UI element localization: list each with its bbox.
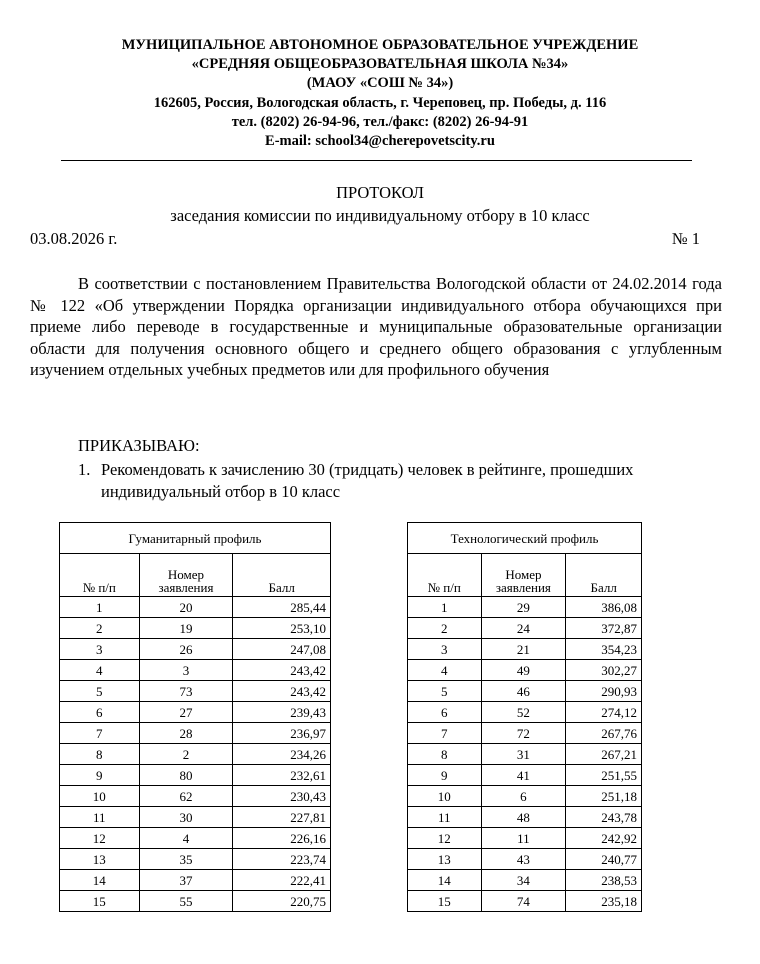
application-number-cell: 11: [481, 828, 566, 849]
row-index-cell: 11: [60, 807, 140, 828]
application-number-cell: 74: [481, 891, 566, 912]
score-cell: 235,18: [566, 891, 642, 912]
table-row: [408, 765, 642, 786]
column-header-application: Номер заявления: [139, 554, 233, 597]
row-index-cell: 9: [60, 765, 140, 786]
table-row: [60, 870, 331, 891]
column-header-score: Балл: [566, 554, 642, 597]
school-header: [0, 36, 760, 151]
application-number-cell: 49: [481, 660, 566, 681]
row-index-cell: 14: [408, 870, 482, 891]
table-row: [408, 807, 642, 828]
score-cell: 386,08: [566, 597, 642, 618]
score-cell: 372,87: [566, 618, 642, 639]
table-row: [60, 702, 331, 723]
protocol-number: № 1: [671, 229, 700, 248]
row-index-cell: 8: [60, 744, 140, 765]
technological-profile-table: [407, 522, 642, 912]
order-item-number: 1.: [78, 460, 91, 479]
table-row: [408, 702, 642, 723]
application-number-cell: 41: [481, 765, 566, 786]
application-number-cell: 46: [481, 681, 566, 702]
application-number-cell: 34: [481, 870, 566, 891]
score-cell: 274,12: [566, 702, 642, 723]
application-number-cell: 27: [139, 702, 233, 723]
order-heading: ПРИКАЗЫВАЮ:: [78, 436, 200, 455]
header-line-6: E-mail: school34@cherepovetscity.ru: [265, 133, 495, 150]
application-number-cell: 21: [481, 639, 566, 660]
row-index-cell: 7: [408, 723, 482, 744]
row-index-cell: 13: [60, 849, 140, 870]
application-number-cell: 28: [139, 723, 233, 744]
application-number-cell: 2: [139, 744, 233, 765]
table-caption: Технологический профиль: [408, 523, 642, 554]
table-row: [60, 765, 331, 786]
application-number-cell: 29: [481, 597, 566, 618]
row-index-cell: 2: [60, 618, 140, 639]
score-cell: 290,93: [566, 681, 642, 702]
table-row: [60, 597, 331, 618]
header-line-4: 162605, Россия, Вологодская область, г. Череповец, пр. Победы, д. 116: [153, 94, 607, 111]
table-row: [60, 639, 331, 660]
score-cell: 232,61: [233, 765, 331, 786]
row-index-cell: 12: [408, 828, 482, 849]
body-paragraph: В соответствии с постановлением Правительства Вологодской области от 24.02.2014 года № 122 «Об утверждении Порядка организации индивидуального отбора обучающихся при приеме либо переводе в государственные и муниципальные образовательные организации области для получения основного общего и среднего общего образования с углубленным изучением отдельных учебных предметов или для профильного обучения: [30, 274, 722, 379]
score-cell: 234,26: [233, 744, 331, 765]
row-index-cell: 6: [408, 702, 482, 723]
application-number-cell: 24: [481, 618, 566, 639]
table-row: [60, 891, 331, 912]
score-cell: 230,43: [233, 786, 331, 807]
application-number-cell: 20: [139, 597, 233, 618]
header-line-3: (МАОУ «СОШ № 34»): [306, 75, 454, 92]
score-cell: 243,42: [233, 660, 331, 681]
row-index-cell: 3: [408, 639, 482, 660]
score-cell: 239,43: [233, 702, 331, 723]
table-row: [408, 681, 642, 702]
column-header-number: № п/п: [60, 554, 140, 597]
header-line-1: МУНИЦИПАЛЬНОЕ АВТОНОМНОЕ ОБРАЗОВАТЕЛЬНОЕ УЧРЕЖДЕНИЕ: [121, 37, 639, 53]
row-index-cell: 4: [408, 660, 482, 681]
table-row: [60, 723, 331, 744]
row-index-cell: 9: [408, 765, 482, 786]
score-cell: 220,75: [233, 891, 331, 912]
protocol-title: ПРОТОКОЛ: [336, 183, 424, 202]
table-caption: Гуманитарный профиль: [60, 523, 331, 554]
row-index-cell: 1: [408, 597, 482, 618]
score-cell: 253,10: [233, 618, 331, 639]
score-cell: 267,21: [566, 744, 642, 765]
row-index-cell: 4: [60, 660, 140, 681]
row-index-cell: 10: [60, 786, 140, 807]
table-row: [60, 660, 331, 681]
application-number-cell: 35: [139, 849, 233, 870]
application-number-cell: 73: [139, 681, 233, 702]
table-row: [60, 786, 331, 807]
table-row: [60, 807, 331, 828]
row-index-cell: 5: [60, 681, 140, 702]
table-row: [408, 870, 642, 891]
table-row: [408, 744, 642, 765]
row-index-cell: 12: [60, 828, 140, 849]
table-row: [60, 681, 331, 702]
score-cell: 243,42: [233, 681, 331, 702]
application-number-cell: 48: [481, 807, 566, 828]
table-row: [408, 786, 642, 807]
application-number-cell: 4: [139, 828, 233, 849]
row-index-cell: 1: [60, 597, 140, 618]
table-row: [408, 891, 642, 912]
application-number-cell: 31: [481, 744, 566, 765]
score-cell: 242,92: [566, 828, 642, 849]
column-header-score: Балл: [233, 554, 331, 597]
application-number-cell: 72: [481, 723, 566, 744]
protocol-date: 03.08.2026 г.: [30, 229, 118, 248]
score-cell: 302,27: [566, 660, 642, 681]
score-cell: 223,74: [233, 849, 331, 870]
score-cell: 267,76: [566, 723, 642, 744]
table-row: [60, 828, 331, 849]
row-index-cell: 15: [408, 891, 482, 912]
score-cell: 222,41: [233, 870, 331, 891]
row-index-cell: 11: [408, 807, 482, 828]
application-number-cell: 62: [139, 786, 233, 807]
score-cell: 243,78: [566, 807, 642, 828]
row-index-cell: 8: [408, 744, 482, 765]
humanitarian-profile-table: [59, 522, 331, 912]
table-row: [408, 660, 642, 681]
table-row: [408, 618, 642, 639]
column-header-application: Номер заявления: [481, 554, 566, 597]
header-line-5: тел. (8202) 26-94-96, тел./факс: (8202) 26-94-91: [231, 113, 529, 130]
column-header-number: № п/п: [408, 554, 482, 597]
application-number-cell: 19: [139, 618, 233, 639]
application-number-cell: 55: [139, 891, 233, 912]
row-index-cell: 14: [60, 870, 140, 891]
score-cell: 226,16: [233, 828, 331, 849]
table-row: [60, 849, 331, 870]
table-row: [60, 618, 331, 639]
application-number-cell: 3: [139, 660, 233, 681]
application-number-cell: 80: [139, 765, 233, 786]
row-index-cell: 10: [408, 786, 482, 807]
row-index-cell: 3: [60, 639, 140, 660]
header-line-2: «СРЕДНЯЯ ОБЩЕОБРАЗОВАТЕЛЬНАЯ ШКОЛА №34»: [191, 56, 569, 73]
score-cell: 238,53: [566, 870, 642, 891]
row-index-cell: 7: [60, 723, 140, 744]
table-row: [408, 849, 642, 870]
row-index-cell: 2: [408, 618, 482, 639]
table-row: [408, 639, 642, 660]
score-cell: 247,08: [233, 639, 331, 660]
header-divider: [61, 160, 692, 161]
score-cell: 251,18: [566, 786, 642, 807]
protocol-subtitle: заседания комиссии по индивидуальному отбору в 10 класс: [170, 206, 590, 225]
score-cell: 354,23: [566, 639, 642, 660]
score-cell: 240,77: [566, 849, 642, 870]
table-row: [408, 597, 642, 618]
application-number-cell: 26: [139, 639, 233, 660]
score-cell: 227,81: [233, 807, 331, 828]
score-cell: 251,55: [566, 765, 642, 786]
application-number-cell: 30: [139, 807, 233, 828]
application-number-cell: 52: [481, 702, 566, 723]
score-cell: 236,97: [233, 723, 331, 744]
order-item-text: Рекомендовать к зачислению 30 (тридцать) человек в рейтинге, прошедших индивидуальный отбор в 10 класс: [101, 460, 634, 501]
row-index-cell: 15: [60, 891, 140, 912]
row-index-cell: 5: [408, 681, 482, 702]
table-row: [408, 828, 642, 849]
row-index-cell: 13: [408, 849, 482, 870]
application-number-cell: 43: [481, 849, 566, 870]
score-cell: 285,44: [233, 597, 331, 618]
application-number-cell: 37: [139, 870, 233, 891]
row-index-cell: 6: [60, 702, 140, 723]
table-row: [408, 723, 642, 744]
application-number-cell: 6: [481, 786, 566, 807]
table-row: [60, 744, 331, 765]
